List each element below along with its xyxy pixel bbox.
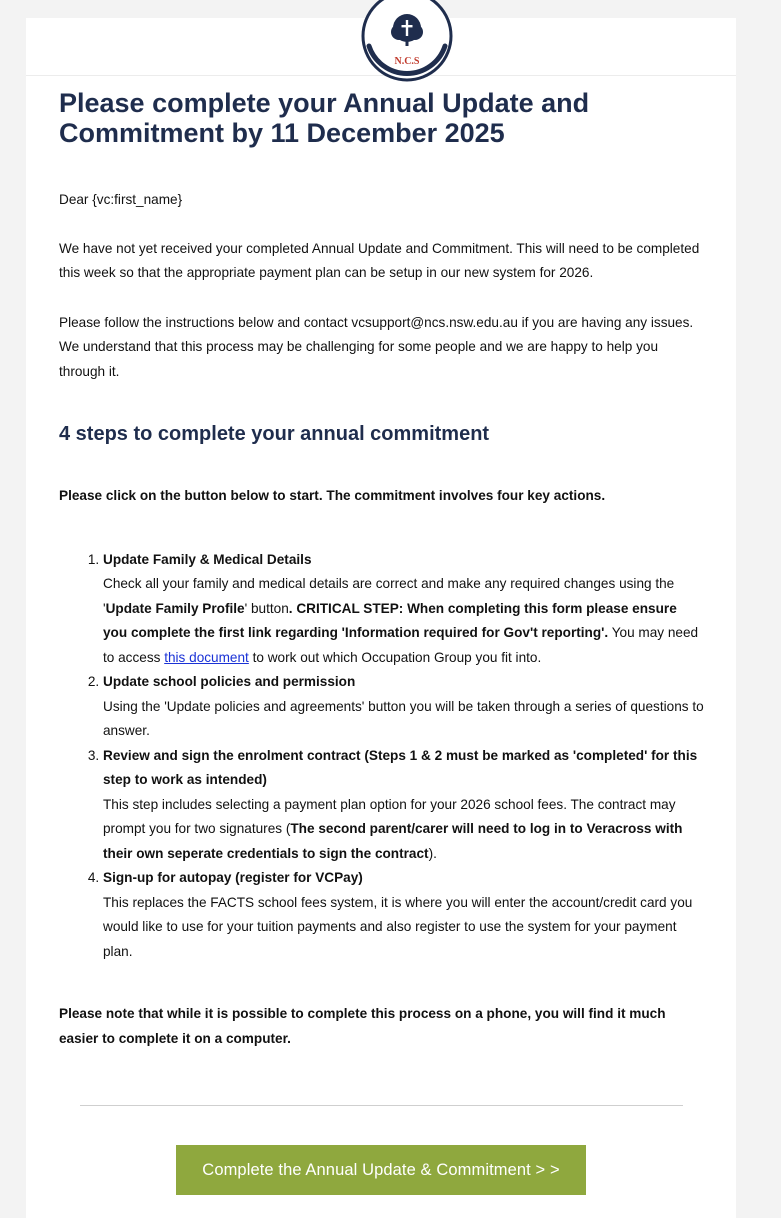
logo-initials: N.C.S bbox=[394, 56, 420, 67]
greeting: Dear {vc:first_name} bbox=[59, 192, 183, 207]
step-bold-text: Update Family Profile bbox=[105, 600, 245, 616]
school-logo bbox=[359, 0, 455, 84]
step-text: to work out which Occupation Group you fit into. bbox=[248, 649, 542, 665]
complete-commitment-button[interactable]: Complete the Annual Update & Commitment > > bbox=[176, 1145, 586, 1195]
step-text: Using the 'Update policies and agreements' button you will be taken through a series of questions to answer. bbox=[103, 698, 704, 738]
footer-divider bbox=[80, 1105, 683, 1106]
steps-intro: Please click on the button below to start. The commitment involves four key actions. bbox=[59, 488, 606, 503]
intro-paragraph: We have not yet received your completed Annual Update and Commitment. This will need to be completed this week so that the appropriate payment plan can be setup in our new system for 2026. bbox=[59, 240, 700, 280]
step-title: Review and sign the enrolment contract (Steps 1 & 2 must be marked as 'completed' for this step to work as intended) bbox=[103, 747, 698, 787]
device-note: Please note that while it is possible to complete this process on a phone, you will find it much easier to complete it on a computer. bbox=[59, 1006, 666, 1046]
step-item bbox=[103, 548, 704, 671]
page-title: Please complete your Annual Update and Commitment by 11 December 2025 bbox=[59, 88, 590, 148]
email-body bbox=[59, 88, 704, 1051]
step-item bbox=[103, 670, 704, 744]
steps-list bbox=[59, 548, 704, 965]
step-bold-text: The second parent/carer will need to log in to Veracross with their own seperate credentials to sign the contract bbox=[103, 821, 683, 861]
step-text: You may need to access bbox=[103, 625, 699, 665]
step-text: ' button bbox=[244, 600, 289, 616]
step-text: This step includes selecting a payment plan option for your 2026 school fees. The contract may prompt you for two signatures ( bbox=[103, 796, 676, 836]
step-text: ). bbox=[428, 845, 437, 861]
step-text: Check all your family and medical details are correct and make any required changes using the ' bbox=[103, 576, 675, 616]
step-title: Update school policies and permission bbox=[103, 674, 356, 689]
step-item bbox=[103, 744, 704, 867]
document-link[interactable]: this document bbox=[164, 649, 249, 665]
step-title: Sign-up for autopay (register for VCPay) bbox=[103, 870, 363, 885]
step-text: This replaces the FACTS school fees system, it is where you will enter the account/credit card you would like to use for your tuition payments and also register to use the system for your payment plan. bbox=[103, 894, 693, 959]
steps-heading: 4 steps to complete your annual commitment bbox=[59, 423, 490, 445]
step-item bbox=[103, 866, 704, 964]
support-paragraph: Please follow the instructions below and contact vcsupport@ncs.nsw.edu.au if you are having any issues. We understand that this process may be challenging for some people and we are happy to help you through it. bbox=[59, 314, 694, 379]
step-title: Update Family & Medical Details bbox=[103, 551, 312, 567]
critical-step-text: . CRITICAL STEP: When completing this form please ensure you complete the first link regarding 'Information required for Gov't reporting'. bbox=[103, 600, 677, 640]
